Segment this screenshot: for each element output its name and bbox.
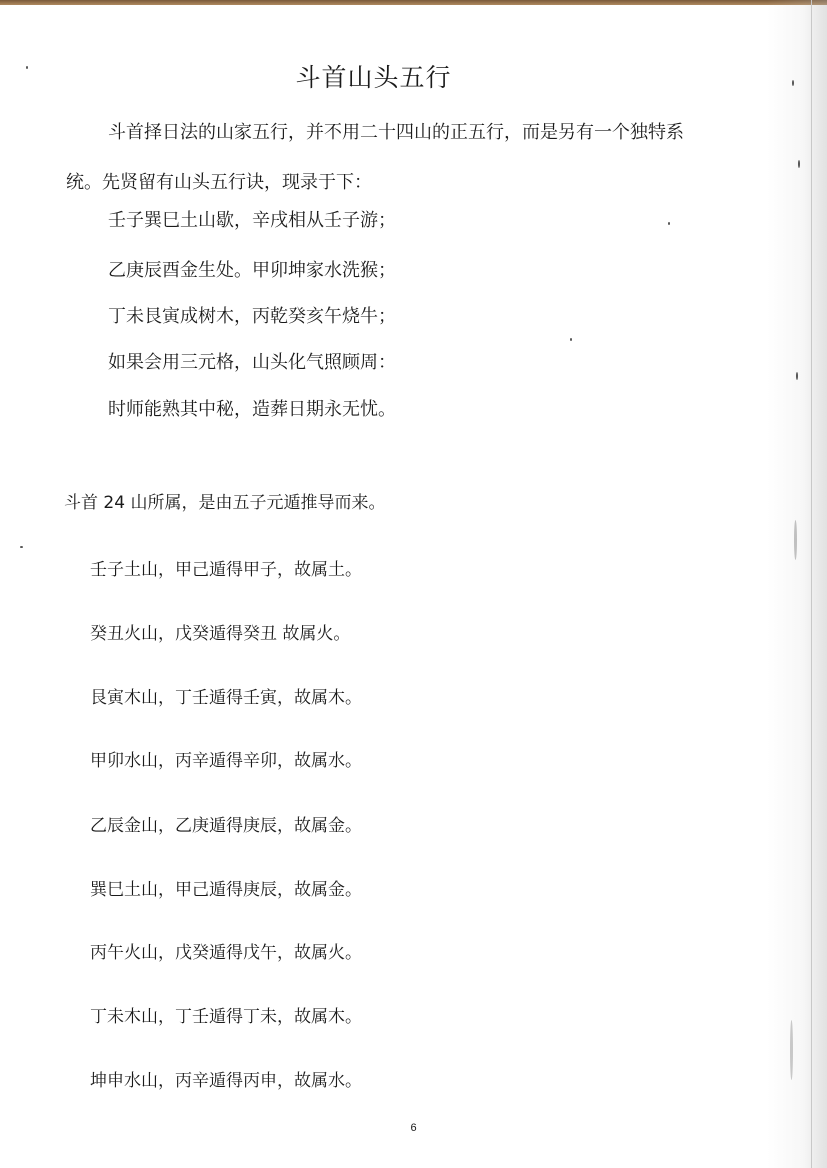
top-border <box>0 0 827 5</box>
scan-speck <box>20 546 23 548</box>
scan-speck <box>794 520 797 560</box>
mountain-item: 丙午火山，戊癸遁得戊午，故属火。 <box>90 943 362 963</box>
scan-speck <box>570 338 572 341</box>
verse-line: 丁未艮寅成树木，丙乾癸亥午烧牛； <box>108 306 396 327</box>
verse-line: 壬子巽巳土山歇，辛戌相从壬子游； <box>108 210 396 231</box>
intro-paragraph: 斗首择日法的山家五行，并不用二十四山的正五行，而是另有一个独特系统。先贤留有山头五行诀，现录于下： <box>66 122 684 193</box>
scan-speck <box>796 372 798 380</box>
scan-shadow-edge <box>767 0 827 1168</box>
scan-speck <box>798 160 800 168</box>
mountain-item: 乙辰金山，乙庚遁得庚辰，故属金。 <box>90 816 362 836</box>
page-number: 6 <box>410 1122 417 1134</box>
page-edge-line <box>811 0 812 1168</box>
verse-line: 如果会用三元格，山头化气照顾周： <box>108 352 396 373</box>
mountain-item: 艮寅木山，丁壬遁得壬寅，故属木。 <box>90 688 362 708</box>
page-title <box>0 58 827 94</box>
mountain-item: 甲卯水山，丙辛遁得辛卯，故属水。 <box>90 751 362 771</box>
mountain-item: 壬子土山，甲己遁得甲子，故属土。 <box>90 560 362 580</box>
verse-line: 乙庚辰酉金生处。甲卯坤家水洗猴； <box>108 260 396 281</box>
derivation-line: 斗首 24 山所属，是由五子元遁推导而来。 <box>64 493 386 513</box>
page-title-text: 斗首山头五行 <box>295 63 452 92</box>
scan-speck <box>668 222 670 225</box>
mountain-item: 巽巳土山，甲己遁得庚辰，故属金。 <box>90 880 362 900</box>
mountain-item: 坤申水山，丙辛遁得丙申，故属水。 <box>90 1071 362 1091</box>
verse-line: 时师能熟其中秘，造葬日期永无忧。 <box>108 399 396 420</box>
scan-speck <box>790 1020 793 1080</box>
mountain-item: 丁未木山，丁壬遁得丁未，故属木。 <box>90 1007 362 1027</box>
mountain-item: 癸丑火山，戊癸遁得癸丑 故属火。 <box>90 624 351 644</box>
